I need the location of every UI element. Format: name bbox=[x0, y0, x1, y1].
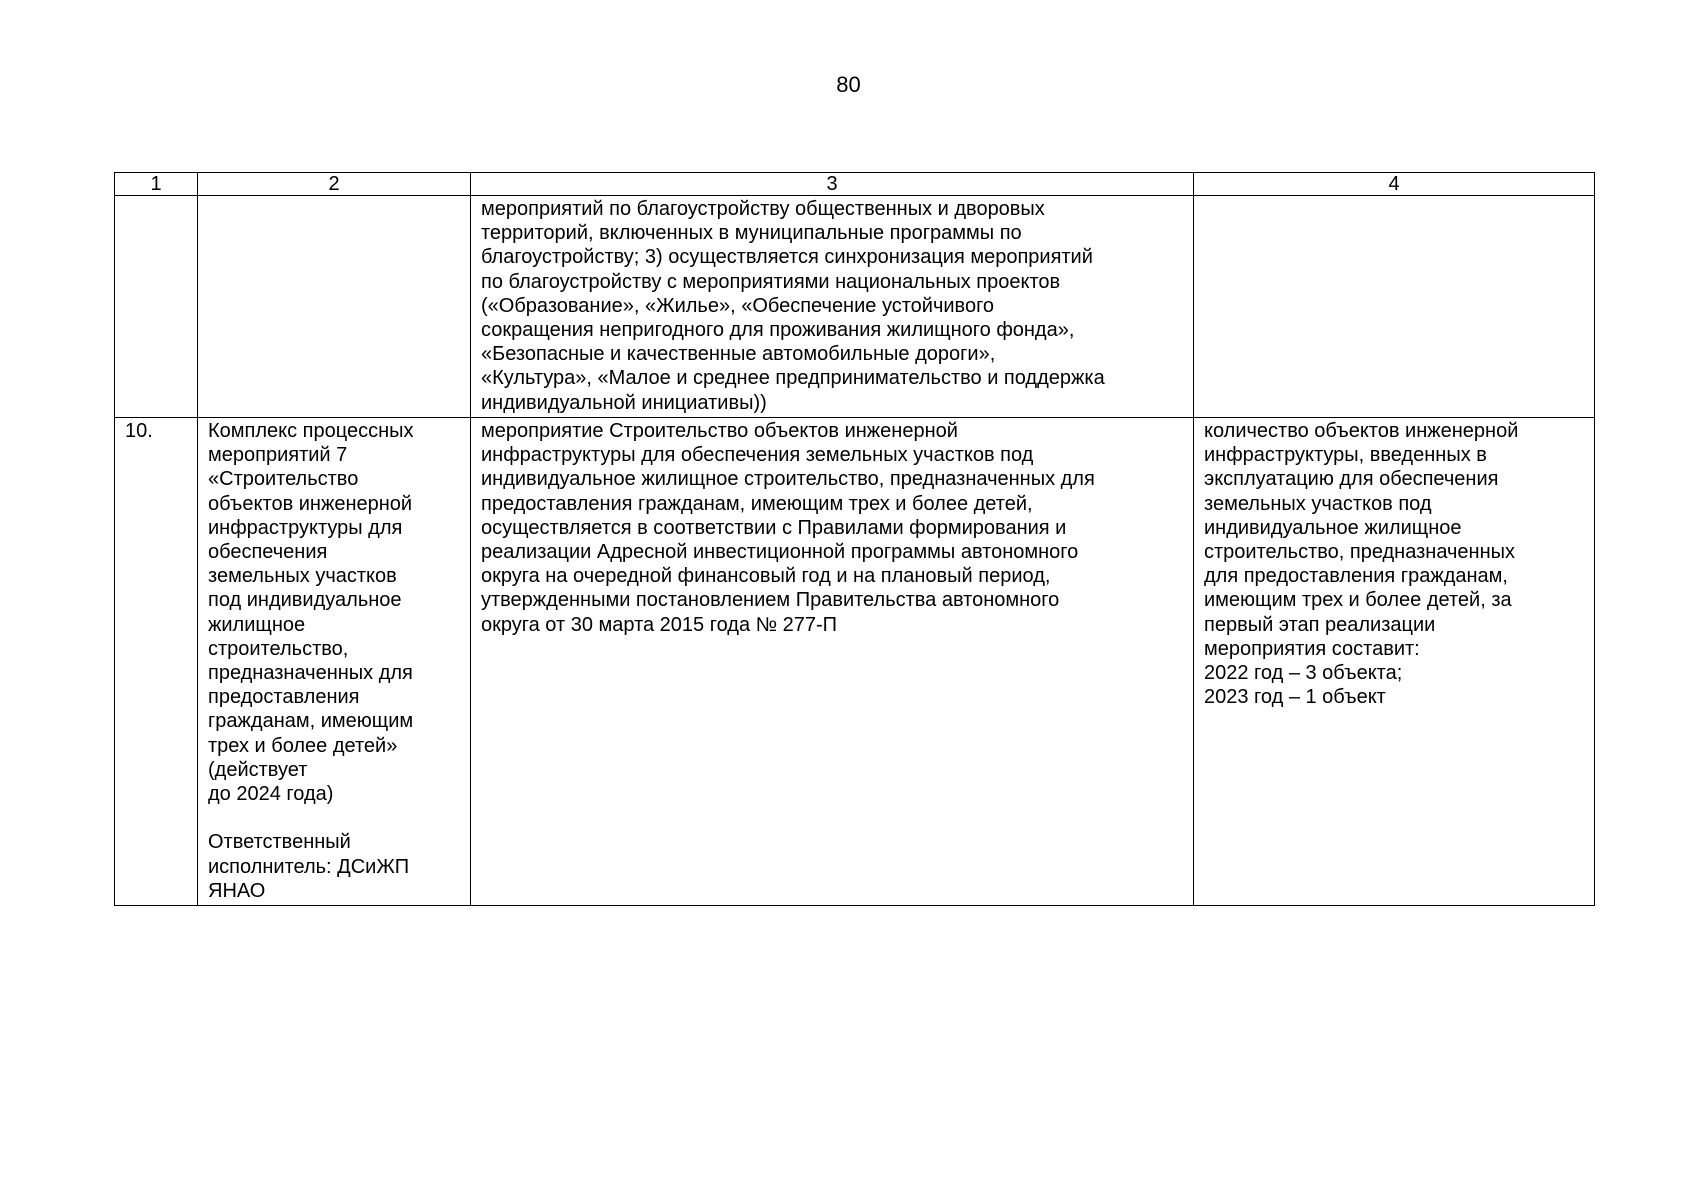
column-header-3: 3 bbox=[471, 173, 1194, 196]
activity-name-cell bbox=[198, 196, 471, 418]
row-number-cell: 10. bbox=[115, 418, 198, 906]
column-header-2: 2 bbox=[198, 173, 471, 196]
activity-description-cell: мероприятий по благоустройству общественных и дворовых территорий, включенных в муниципальные программы по благоустройству; 3) осуществляется синхронизация мероприятий по благоустройству с мероприятиями национальных проектов («Образование», «Жилье», «Обеспечение устойчивого сокращения непригодного для проживания жилищного фонда», «Безопасные и качественные автомобильные дороги», «Культура», «Малое и среднее предпринимательство и поддержка индивидуальной инициативы)) bbox=[471, 196, 1194, 418]
page-number: 80 bbox=[836, 72, 861, 97]
table-row-10 bbox=[115, 418, 1595, 906]
activity-description-cell: мероприятие Строительство объектов инженерной инфраструктуры для обеспечения земельных участков под индивидуальное жилищное строительство, предназначенных для предоставления гражданам, имеющим трех и более детей, осуществляется в соответствии с Правилами формирования и реализации Адресной инвестиционной программы автономного округа на очередной финансовый год и на плановый период, утвержденными постановлением Правительства автономного округа от 30 марта 2015 года № 277-П bbox=[471, 418, 1194, 906]
indicator-cell bbox=[1194, 196, 1595, 418]
document-table bbox=[114, 172, 1595, 906]
table-header-row bbox=[115, 173, 1595, 196]
activity-name-cell: Комплекс процессных мероприятий 7 «Строительство объектов инженерной инфраструктуры для обеспечения земельных участков под индивидуальное жилищное строительство, предназначенных для предоставления гражданам, имеющим трех и более детей» (действует до 2024 года) Ответственный исполнитель: ДСиЖП ЯНАО bbox=[198, 418, 471, 906]
indicator-cell: количество объектов инженерной инфраструктуры, введенных в эксплуатацию для обеспечения земельных участков под индивидуальное жилищное строительство, предназначенных для предоставления гражданам, имеющим трех и более детей, за первый этап реализации мероприятия составит: 2022 год – 3 объекта; 2023 год – 1 объект bbox=[1194, 418, 1595, 906]
column-header-1: 1 bbox=[115, 173, 198, 196]
row-number-cell bbox=[115, 196, 198, 418]
table-row-continuation bbox=[115, 196, 1595, 418]
column-header-4: 4 bbox=[1194, 173, 1595, 196]
